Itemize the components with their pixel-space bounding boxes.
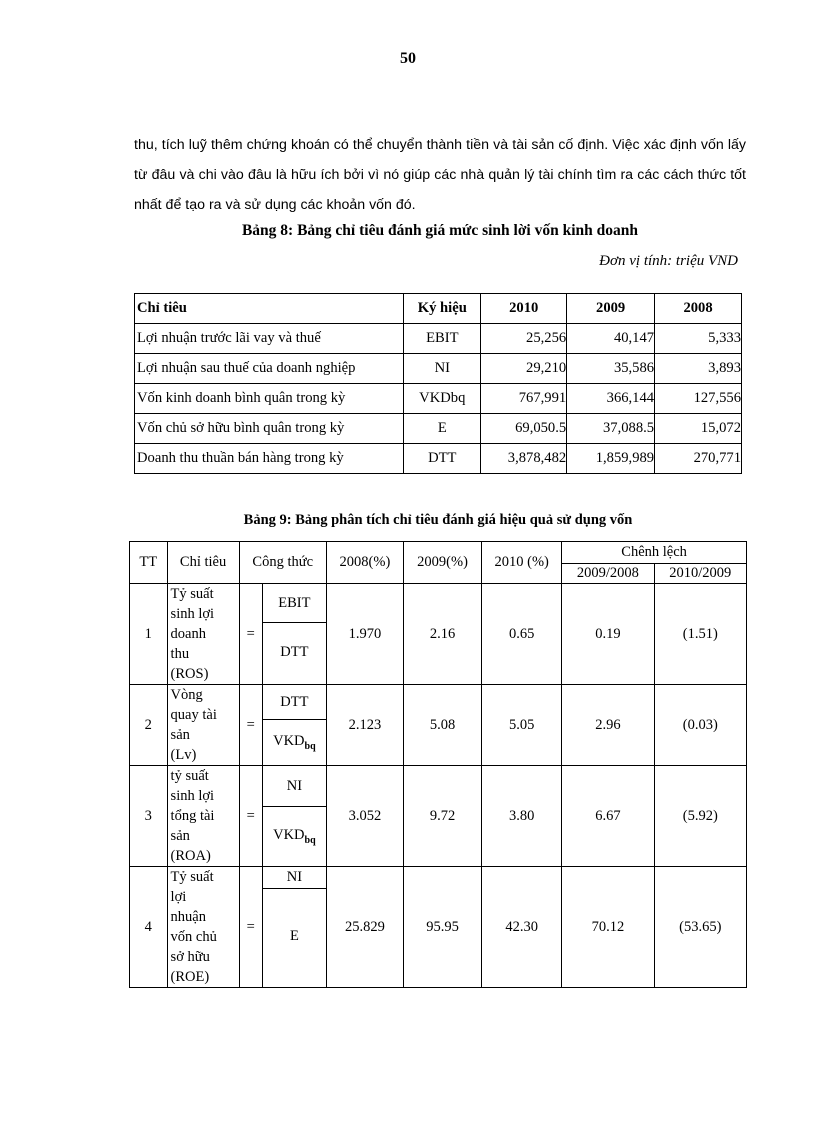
table9-header-row bbox=[130, 542, 747, 564]
table8-cell: 366,144 bbox=[567, 384, 655, 414]
table9-diff-2010-2009: (5.92) bbox=[654, 766, 746, 867]
table9-header-chenh-lech: Chênh lệch bbox=[562, 542, 747, 564]
table8-cell: 15,072 bbox=[655, 414, 742, 444]
table9-diff-2009-2008: 70.12 bbox=[562, 867, 654, 988]
table8-cell: E bbox=[404, 414, 481, 444]
indicator-name-line: tỷ suất bbox=[170, 768, 209, 784]
table8-cell: 37,088.5 bbox=[567, 414, 655, 444]
table8-header-cell: 2010 bbox=[481, 294, 567, 324]
formula-numerator: EBIT bbox=[262, 584, 326, 623]
table9-diff-2009-2008: 6.67 bbox=[562, 766, 654, 867]
table8-cell: 5,333 bbox=[655, 324, 742, 354]
formula-numerator: NI bbox=[262, 867, 326, 889]
table8-header-row bbox=[135, 294, 742, 324]
indicator-name-line: (ROS) bbox=[170, 666, 209, 682]
table8-header-cell: Chỉ tiêu bbox=[135, 294, 404, 324]
table9-header-2008: 2008(%) bbox=[326, 542, 403, 584]
table9-header-2010-2009: 2010/2009 bbox=[654, 564, 746, 584]
table9-equals-sign: = bbox=[239, 685, 262, 766]
table9-header-2010: 2010 (%) bbox=[482, 542, 562, 584]
table8-header-cell: Ký hiệu bbox=[404, 294, 481, 324]
indicator-name-line: sở hữu bbox=[170, 949, 210, 965]
table8-cell: DTT bbox=[404, 444, 481, 474]
table8-cell: 127,556 bbox=[655, 384, 742, 414]
indicator-name-line: nhuận bbox=[170, 909, 206, 925]
table9-indicator-name bbox=[167, 766, 239, 867]
table8-cell: 270,771 bbox=[655, 444, 742, 474]
denominator-text: VKD bbox=[273, 733, 305, 750]
table8 bbox=[134, 293, 742, 474]
table8-cell: VKDbq bbox=[404, 384, 481, 414]
indicator-name-line: sản bbox=[170, 828, 190, 844]
table-row bbox=[135, 354, 742, 384]
table8-cell: 3,878,482 bbox=[481, 444, 567, 474]
formula-numerator: DTT bbox=[262, 685, 326, 720]
table8-header-cell: 2009 bbox=[567, 294, 655, 324]
table9-indicator-name bbox=[167, 685, 239, 766]
page-number: 50 bbox=[400, 50, 416, 67]
table9-header-tt: TT bbox=[130, 542, 168, 584]
denominator-subscript: bq bbox=[304, 741, 316, 753]
table9-value-2010: 0.65 bbox=[482, 584, 562, 685]
table8-cell: 29,210 bbox=[481, 354, 567, 384]
table9-value-2010: 42.30 bbox=[482, 867, 562, 988]
table8-caption: Bảng 8: Bảng chỉ tiêu đánh giá mức sinh lời vốn kinh doanh bbox=[241, 222, 639, 239]
table9-value-2008: 1.970 bbox=[326, 584, 403, 685]
table8-cell: 3,893 bbox=[655, 354, 742, 384]
table8-cell: Vốn kinh doanh bình quân trong kỳ bbox=[135, 384, 404, 414]
table8-unit: Đơn vị tính: triệu VND bbox=[599, 253, 738, 269]
table9-value-2009: 9.72 bbox=[403, 766, 481, 867]
table9-diff-2010-2009: (53.65) bbox=[654, 867, 746, 988]
indicator-name-line: vốn chủ bbox=[170, 929, 217, 945]
formula-denominator bbox=[262, 807, 326, 867]
indicator-name-line: (ROA) bbox=[170, 848, 211, 864]
table9-header-2009: 2009(%) bbox=[403, 542, 481, 584]
table9-value-2010: 5.05 bbox=[482, 685, 562, 766]
indicator-name-line: thu bbox=[170, 646, 190, 662]
denominator-text: DTT bbox=[280, 644, 309, 661]
table-row bbox=[135, 444, 742, 474]
table9-value-2008: 3.052 bbox=[326, 766, 403, 867]
formula-denominator bbox=[262, 623, 326, 685]
table9-header-chi-tieu: Chỉ tiêu bbox=[167, 542, 239, 584]
table9 bbox=[129, 541, 747, 988]
indicator-name-line: Tỷ suất bbox=[170, 869, 214, 885]
table9-indicator-name bbox=[167, 584, 239, 685]
table9-indicator-name bbox=[167, 867, 239, 988]
indicator-name-line: lợi bbox=[170, 889, 187, 905]
table9-diff-2009-2008: 2.96 bbox=[562, 685, 654, 766]
indicator-name-line: doanh bbox=[170, 626, 206, 642]
table9-equals-sign: = bbox=[239, 867, 262, 988]
formula-denominator bbox=[262, 720, 326, 766]
table9-tt: 1 bbox=[130, 584, 168, 685]
table8-header-cell: 2008 bbox=[655, 294, 742, 324]
indicator-name-line: quay tài bbox=[170, 707, 217, 723]
table8-cell: NI bbox=[404, 354, 481, 384]
table8-cell: Lợi nhuận trước lãi vay và thuế bbox=[135, 324, 404, 354]
table9-value-2009: 2.16 bbox=[403, 584, 481, 685]
formula-numerator: NI bbox=[262, 766, 326, 807]
table8-cell: Lợi nhuận sau thuế của doanh nghiệp bbox=[135, 354, 404, 384]
table8-cell: 1,859,989 bbox=[567, 444, 655, 474]
table-row bbox=[130, 685, 747, 720]
table-row bbox=[130, 584, 747, 623]
table9-header-cong-thuc: Công thức bbox=[239, 542, 326, 584]
table9-diff-2009-2008: 0.19 bbox=[562, 584, 654, 685]
table8-cell: EBIT bbox=[404, 324, 481, 354]
table-row bbox=[130, 867, 747, 889]
table8-cell: Doanh thu thuần bán hàng trong kỳ bbox=[135, 444, 404, 474]
table9-value-2008: 25.829 bbox=[326, 867, 403, 988]
indicator-name-line: sinh lợi bbox=[170, 788, 215, 804]
indicator-name-line: Tỷ suất bbox=[170, 586, 214, 602]
denominator-subscript: bq bbox=[304, 835, 316, 847]
table9-header-2009-2008: 2009/2008 bbox=[562, 564, 654, 584]
indicator-name-line: (Lv) bbox=[170, 747, 197, 763]
table8-cell: 40,147 bbox=[567, 324, 655, 354]
table9-tt: 2 bbox=[130, 685, 168, 766]
indicator-name-line: tổng tài bbox=[170, 808, 215, 824]
table9-tt: 3 bbox=[130, 766, 168, 867]
table-row bbox=[130, 766, 747, 807]
table9-value-2008: 2.123 bbox=[326, 685, 403, 766]
table9-caption: Bảng 9: Bảng phân tích chỉ tiêu đánh giá hiệu quả sử dụng vốn bbox=[243, 512, 633, 528]
table8-cell: 767,991 bbox=[481, 384, 567, 414]
table-row bbox=[135, 414, 742, 444]
table-row bbox=[135, 384, 742, 414]
table9-value-2009: 5.08 bbox=[403, 685, 481, 766]
table9-diff-2010-2009: (0.03) bbox=[654, 685, 746, 766]
table9-equals-sign: = bbox=[239, 584, 262, 685]
indicator-name-line: sản bbox=[170, 727, 190, 743]
table9-tt: 4 bbox=[130, 867, 168, 988]
indicator-name-line: (ROE) bbox=[170, 969, 210, 985]
table8-cell: Vốn chủ sở hữu bình quân trong kỳ bbox=[135, 414, 404, 444]
body-paragraph: thu, tích luỹ thêm chứng khoán có thể chuyển thành tiền và tài sản cố định. Việc xác định vốn lấy từ đâu và chi vào đâu là hữu ích bởi vì nó giúp các nhà quản lý tài chính tìm ra các cách thức tốt nhất để tạo ra và sử dụng các khoản vốn đó. bbox=[134, 137, 746, 213]
table9-value-2010: 3.80 bbox=[482, 766, 562, 867]
denominator-text: VKD bbox=[273, 827, 305, 844]
formula-denominator bbox=[262, 888, 326, 987]
table9-equals-sign: = bbox=[239, 766, 262, 867]
table8-cell: 35,586 bbox=[567, 354, 655, 384]
table8-cell: 69,050.5 bbox=[481, 414, 567, 444]
table9-diff-2010-2009: (1.51) bbox=[654, 584, 746, 685]
table8-cell: 25,256 bbox=[481, 324, 567, 354]
indicator-name-line: sinh lợi bbox=[170, 606, 215, 622]
denominator-text: E bbox=[289, 928, 299, 945]
indicator-name-line: Vòng bbox=[170, 687, 203, 703]
table9-value-2009: 95.95 bbox=[403, 867, 481, 988]
table-row bbox=[135, 324, 742, 354]
